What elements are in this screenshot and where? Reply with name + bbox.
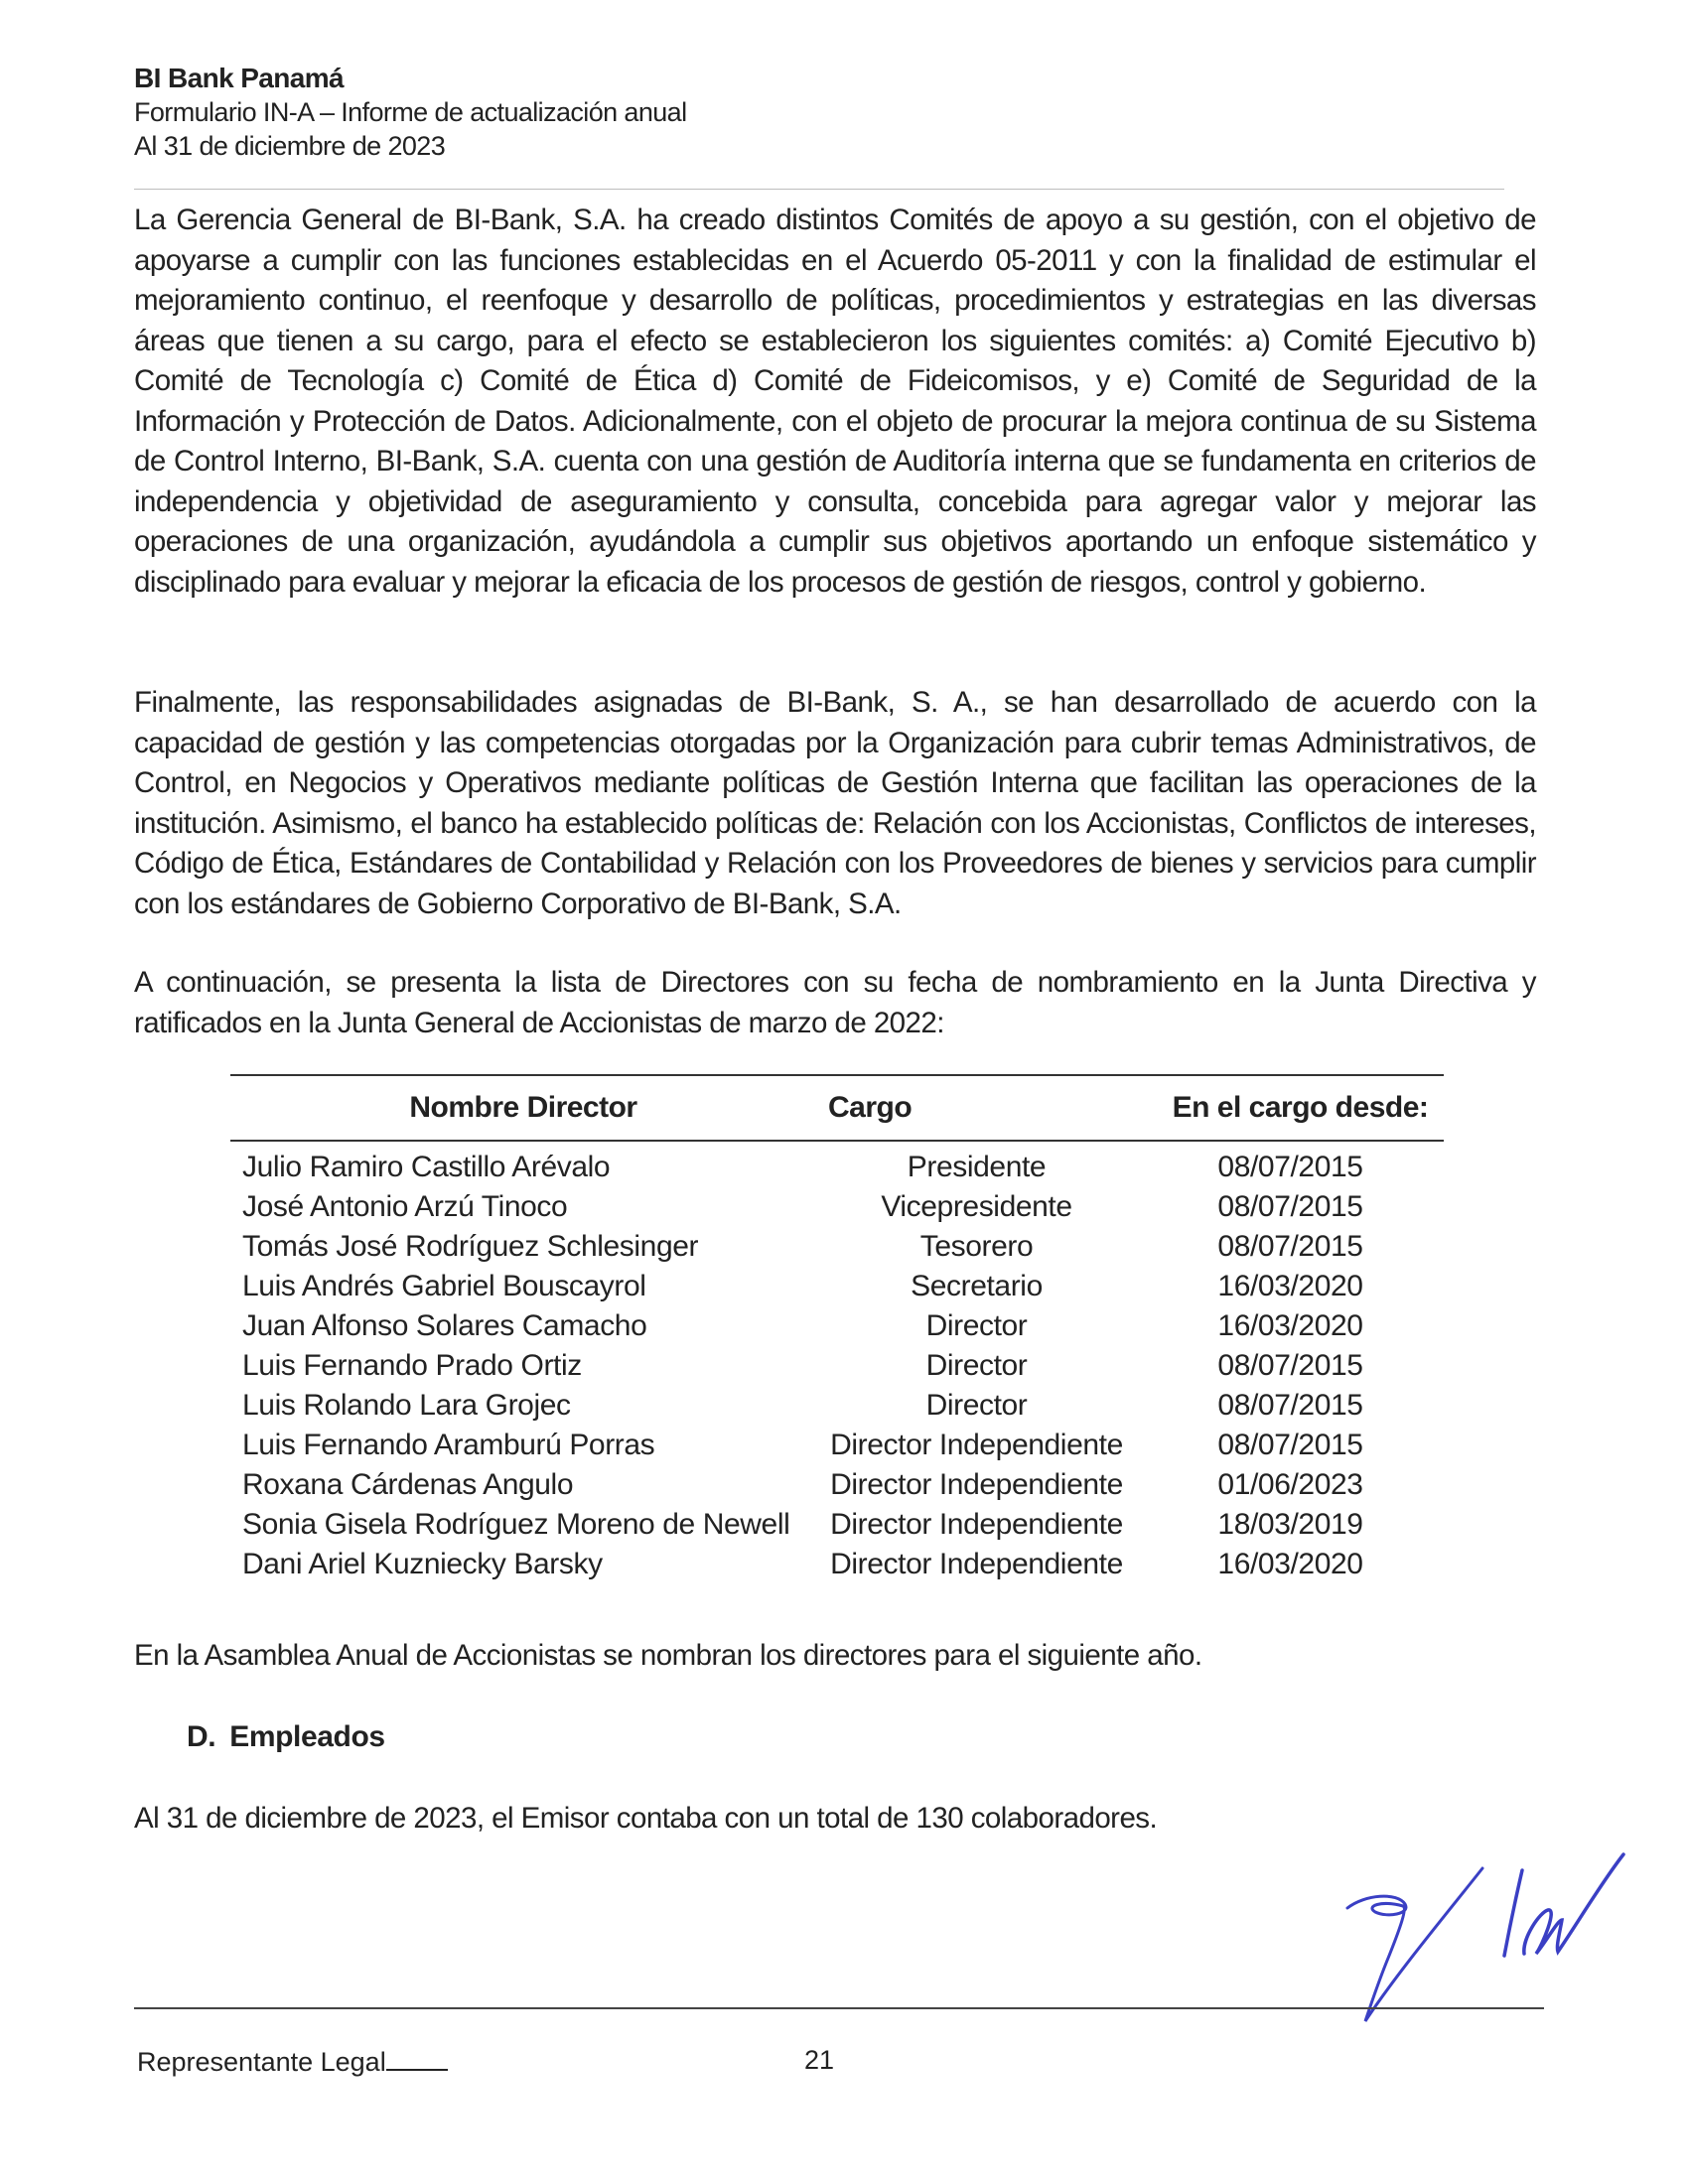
form-title: Formulario IN-A – Informe de actualización anual [134,97,687,127]
table-row [230,1386,1444,1426]
table-row [230,1187,1444,1227]
director-name: Tomás José Rodríguez Schlesinger [242,1230,699,1263]
directors-table [230,1074,1444,1584]
assembly-paragraph: En la Asamblea Anual de Accionistas se nombran los directores para el siguiente año. [134,1639,1202,1672]
signature-stroke-1 [1347,1868,1482,2021]
company-name: BI Bank Panamá [134,63,345,93]
section-title: Empleados [229,1720,385,1753]
director-since: 01/06/2023 [1217,1468,1363,1501]
director-cargo: Tesorero [919,1230,1034,1263]
directors-intro-paragraph: A continuación, se presenta la lista de Directores con su fecha de nombramiento en la Junta Directiva y ratificados en la Junta General de Accionistas de marzo de 2022: [134,966,1536,1039]
director-since: 16/03/2020 [1217,1548,1363,1580]
table-row [230,1346,1444,1386]
signature-blank [386,2049,448,2071]
footer-legal-rep [137,2047,448,2078]
director-name: Dani Ariel Kuzniecky Barsky [242,1548,603,1580]
director-since: 08/07/2015 [1217,1349,1363,1382]
director-name: Luis Andrés Gabriel Bouscayrol [242,1270,646,1302]
director-cargo: Director [925,1349,1028,1382]
director-cargo: Director Independiente [830,1468,1123,1501]
director-since: 08/07/2015 [1217,1230,1363,1263]
director-cargo: Vicepresidente [881,1190,1072,1223]
committees-paragraph: La Gerencia General de BI-Bank, S.A. ha creado distintos Comités de apoyo a su gestión, con el objetivo de apoyarse a cumplir con las funciones establecidas en el Acuerdo 05-2011 y con la finalidad de estimular el mejoramiento continuo, el reenfoque y desarrollo de políticas, procedimientos y estrategias en las diversas áreas que tienen a su cargo, para el efecto se establecieron los siguientes comités: a) Comité Ejecutivo b) Comité de Tecnología c) Comité de Ética d) Comité de Fideicomisos, y e) Comité de Seguridad de la Información y Protección de Datos. Adicionalmente, con el objeto de procurar la mejora continua de su Sistema de Control Interno, BI-Bank, S.A. cuenta con una gestión de Auditoría interna que se fundamenta en criterios de independencia y objetividad de aseguramiento y consulta, concebida para agregar valor y mejorar las operaciones de una organización, ayudándola a cumplir sus objetivos aportando un enfoque sistemático y disciplinado para evaluar y mejorar la eficacia de los procesos de gestión de riesgos, control y gobierno. [134,204,1536,599]
page-number: 21 [804,2045,835,2075]
employees-paragraph: Al 31 de diciembre de 2023, el Emisor contaba con un total de 130 colaboradores. [134,1802,1158,1835]
report-date: Al 31 de diciembre de 2023 [134,131,446,161]
director-since: 08/07/2015 [1217,1190,1363,1223]
table-row [230,1227,1444,1267]
section-d-heading [187,1720,385,1754]
director-name: Luis Fernando Aramburú Porras [242,1429,655,1461]
director-since: 08/07/2015 [1217,1429,1363,1461]
director-name: Roxana Cárdenas Angulo [242,1468,574,1501]
director-name: José Antonio Arzú Tinoco [242,1190,568,1223]
table-row [230,1465,1444,1505]
director-name: Juan Alfonso Solares Camacho [242,1309,647,1342]
table-body [230,1142,1444,1584]
director-cargo: Director Independiente [830,1508,1123,1541]
table-row [230,1148,1444,1187]
legal-rep-label: Representante Legal [137,2047,386,2077]
table-header-row [230,1076,1444,1140]
table-row [230,1545,1444,1584]
page-header [134,62,687,163]
section-letter: D. [187,1720,216,1753]
header-name: Nombre Director [409,1091,637,1124]
director-cargo: Director [925,1389,1028,1422]
signature-stroke-3 [1524,1854,1623,1954]
table-row [230,1306,1444,1346]
footer-divider [134,2007,1544,2009]
director-since: 16/03/2020 [1217,1270,1363,1302]
director-cargo: Director Independiente [830,1429,1123,1461]
director-name: Luis Rolando Lara Grojec [242,1389,571,1422]
signature-stroke-2 [1504,1870,1522,1956]
director-since: 16/03/2020 [1217,1309,1363,1342]
header-since: En el cargo desde: [1172,1091,1429,1124]
table-row [230,1505,1444,1545]
director-since: 18/03/2019 [1217,1508,1363,1541]
table-row [230,1267,1444,1306]
director-since: 08/07/2015 [1217,1389,1363,1422]
director-name: Luis Fernando Prado Ortiz [242,1349,582,1382]
director-cargo: Presidente [907,1151,1047,1183]
header-divider [134,189,1504,190]
responsibilities-paragraph: Finalmente, las responsabilidades asignadas de BI-Bank, S. A., se han desarrollado de acuerdo con la capacidad de gestión y las competencias otorgadas por la Organización para cubrir temas Administrativos, de Control, en Negocios y Operativos mediante políticas de Gestión Interna que facilitan las operaciones de la institución. Asimismo, el banco ha establecido políticas de: Relación con los Accionistas, Conflictos de intereses, Código de Ética, Estándares de Contabilidad y Relación con los Proveedores de bienes y servicios para cumplir con los estándares de Gobierno Corporativo de BI-Bank, S.A. [134,686,1536,920]
director-name: Sonia Gisela Rodríguez Moreno de Newell [242,1508,790,1541]
table-row [230,1426,1444,1465]
director-name: Julio Ramiro Castillo Arévalo [242,1151,611,1183]
director-cargo: Director Independiente [830,1548,1123,1580]
header-cargo: Cargo [828,1091,913,1124]
director-since: 08/07/2015 [1217,1151,1363,1183]
director-cargo: Director [925,1309,1028,1342]
director-cargo: Secretario [911,1270,1043,1302]
